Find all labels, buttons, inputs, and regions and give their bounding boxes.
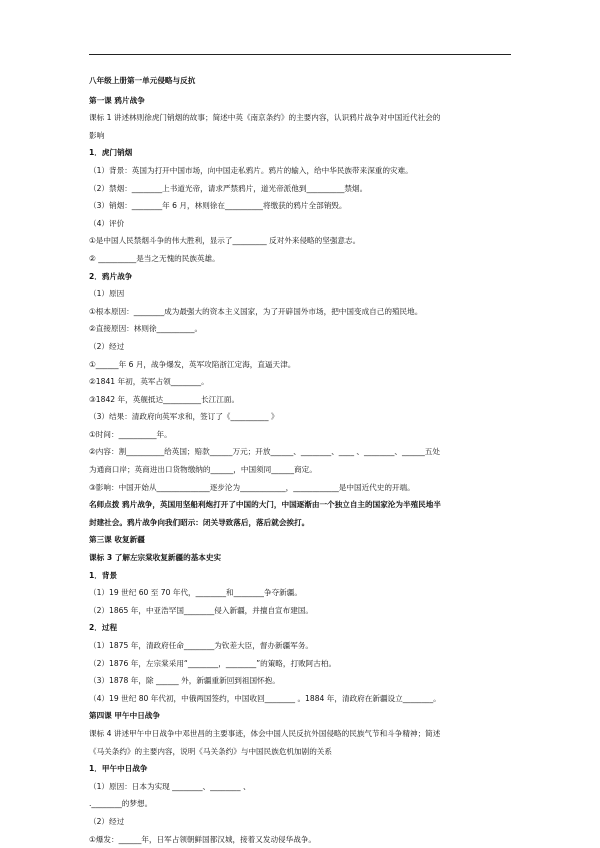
text-line: （1）原因：日本为实现 ________、________ 、 [89,781,251,791]
top-rule [89,54,511,55]
text-line: 2．过程 [89,623,118,633]
text-line: （2）禁烟：________上书道光帝，请求严禁鸦片，道光帝派他到__________禁烟。 [89,183,368,193]
text-line: （2）经过 [89,341,125,351]
text-line: ①______年 6 月，战争爆发，英军攻陷浙江定海，直逼天津。 [89,359,296,369]
text-line: 封建社会。鸦片战争向我们昭示：闭关导致落后，落后就会挨打。 [89,517,310,527]
text-line: （1）1875 年，清政府任命________为钦差大臣，督办新疆军务。 [89,641,314,650]
text-line: （2）1865 年，中亚浩罕国________侵入新疆，并擅自宣布建国。 [89,605,314,615]
text-line: ①是中国人民禁烟斗争的伟大胜利，显示了_________ 反对外来侵略的坚强意志。 [89,236,361,246]
text-line: （1）原因 [89,289,125,299]
text-line: ②1841 年初，英军占领________。 [89,377,209,387]
text-line: 名师点拨 鸦片战争，英国用坚船利炮打开了中国的大门，中国逐渐由一个独立自主的国家沦为半殖民地半 [89,500,441,510]
text-line: ②直接原因：林则徐__________。 [89,324,203,334]
text-line: ①爆发：______年，日军占领朝鲜国都汉城，接着又发动侵华战争。 [89,834,317,844]
text-line: 影响 [89,130,105,140]
text-line: （4）19 世纪 80 年代初，中俄两国签约，中国收回________ 。1884 年，清政府在新疆设立________。 [89,693,441,703]
text-line: ② __________是当之无愧的民族英雄。 [89,253,220,263]
text-line: （2）1876 年，左宗棠采用“________，________”的策略，打败阿古柏。 [89,658,337,668]
text-line: （1）背景：英国为打开中国市场，向中国走私鸦片。鸦片的输入，给中华民族带来深重的灾难。 [89,165,413,175]
text-line: （1）19 世纪 60 至 70 年代，________和________争夺新疆。 [89,588,302,598]
text-line: ①时间：__________年。 [89,429,172,439]
text-line: ①根本原因：________成为最强大的资本主义国家，为了开辟国外市场，把中国变成自己的殖民地。 [89,306,423,316]
text-line: 课标 1 讲述林则徐虎门销烟的故事；简述中英《南京条约》的主要内容，认识鸦片战争对中国近代社会的 [89,113,441,123]
text-line: 第四课 甲午中日战争 [89,711,160,721]
text-line: 1．背景 [89,570,118,580]
doc-title: 八年级上册第一单元侵略与反抗 [89,76,196,85]
text-line: ②内容：割__________给英国；赔款______万元；开放______、________、____ 、________、______五处 [89,447,440,457]
document-lines [89,92,514,848]
text-line: 第三课 收复新疆 [89,535,145,545]
text-line: 1．甲午中日战争 [89,764,148,774]
text-line: （3）销烟：________年 6 月，林则徐在__________将缴获的鸦片全部销毁。 [89,201,347,211]
text-line: 第一课 鸦片战争 [89,95,145,105]
text-line: .________的梦想。 [89,799,153,809]
text-line: 《马关条约》的主要内容，说明《马关条约》与中国民族危机加剧的关系 [89,746,332,756]
document-body [89,72,514,848]
text-line: （4）评价 [89,218,125,228]
text-line: ③影响：中国开始从______________逐步沦为____________，____________是中国近代史的开端。 [89,482,415,492]
text-line: （3）1878 年，除 ______ 外，新疆重新回到祖国怀抱。 [89,676,280,686]
text-line: 课标 3 了解左宗棠收复新疆的基本史实 [89,553,222,563]
text-line: （3）结果：清政府向英军求和，签订了《__________ 》 [89,412,279,422]
text-line: 为通商口岸；英商进出口货物缴纳的______，中国须同______商定。 [89,465,317,475]
text-line: 2．鸦片战争 [89,271,133,281]
text-line: （2）经过 [89,816,125,826]
text-line: 课标 4 讲述甲午中日战争中邓世昌的主要事迹，体会中国人民反抗外国侵略的民族气节和斗争精神；简述 [89,728,441,738]
text-line: ③1842 年，英舰抵达__________长江江面。 [89,394,240,404]
text-line: 1．虎门销烟 [89,148,133,158]
